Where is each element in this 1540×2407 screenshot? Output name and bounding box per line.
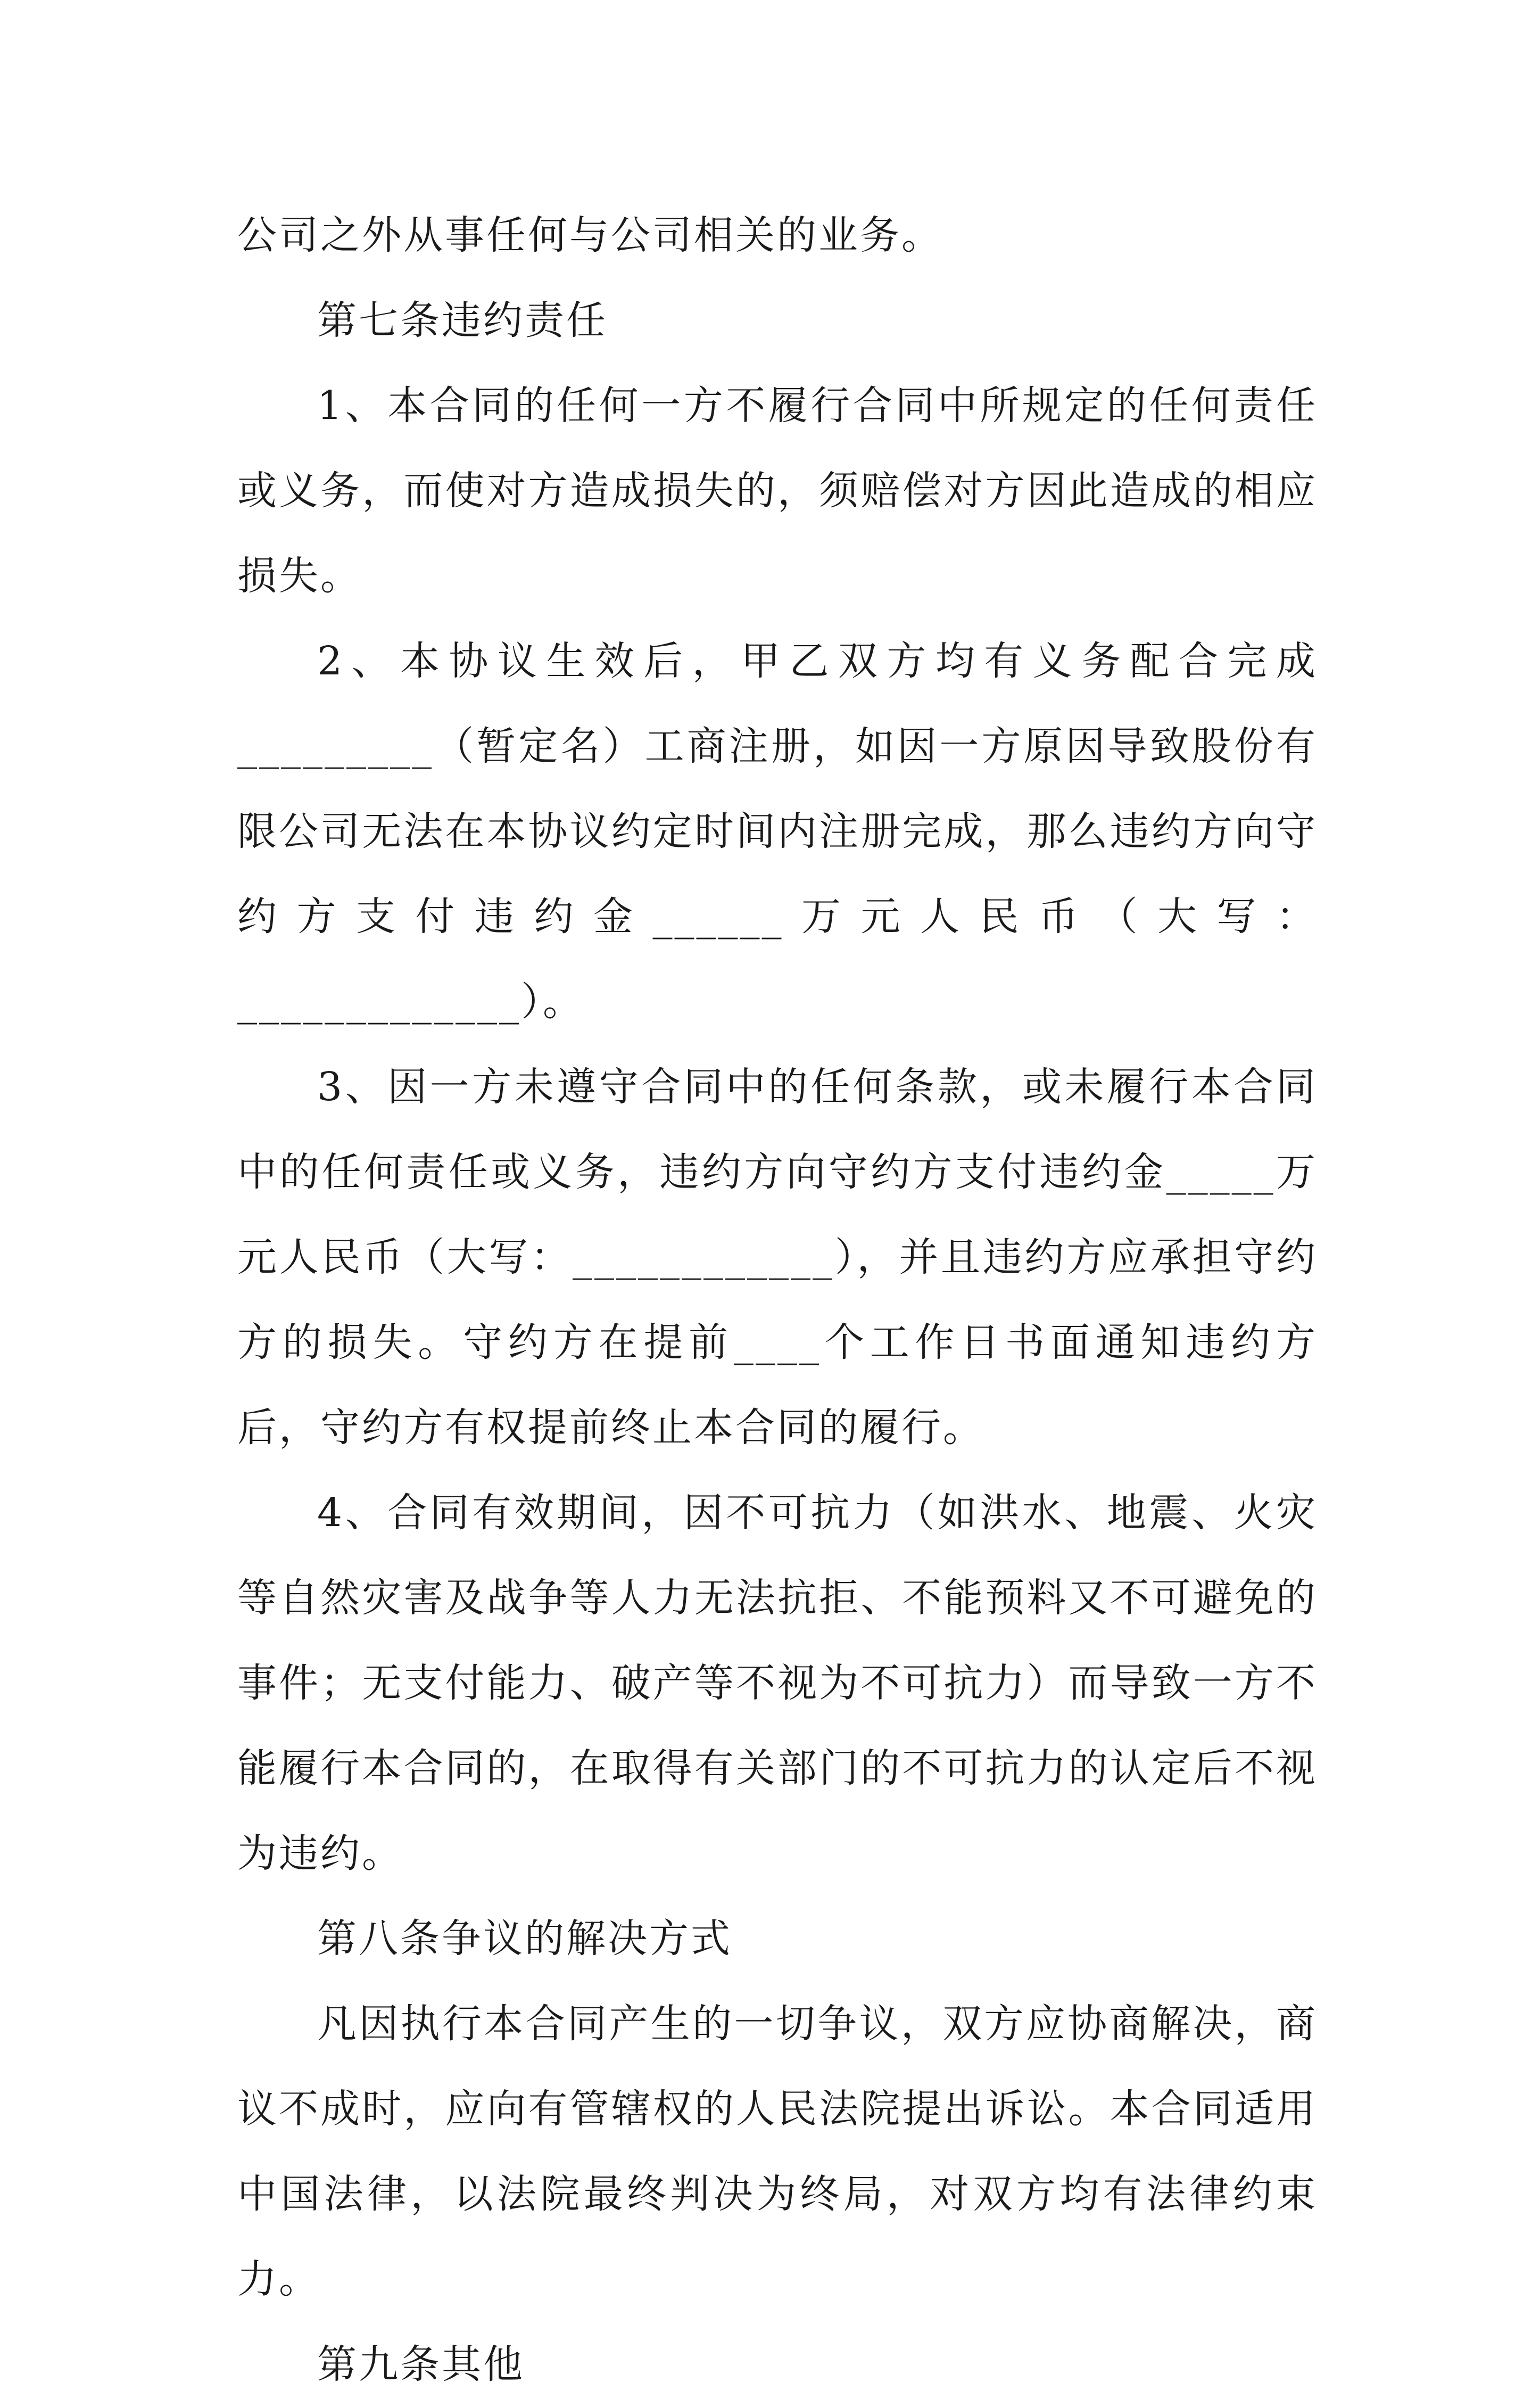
clause-7-2: 2、本协议生效后，甲乙双方均有义务配合完成_________（暂定名）工商注册，如因一方原因导致股份有限公司无法在本协议约定时间内注册完成，那么违约方向守约方支付违约金______万元人民币（大写：_____________）。: [237, 638, 1318, 1025]
section-heading-article-7: 第七条违约责任: [317, 298, 608, 343]
clause-7-3: 3、因一方未遵守合同中的任何条款，或未履行本合同中的任何责任或义务，违约方向守约方支付违约金_____万元人民币（大写：____________），并且违约方应承担守约方的损失。守约方在提前____个工作日书面通知违约方后，守约方有权提前终止本合同的履行。: [237, 1064, 1318, 1450]
clause-7-4: 4、合同有效期间，因不可抗力（如洪水、地震、火灾等自然灾害及战争等人力无法抗拒、不能预料又不可避免的事件；无支付能力、破产等不视为不可抗力）而导致一方不能履行本合同的，在取得有关部门的不可抗力的认定后不视为违约。: [237, 1490, 1318, 1876]
clause-8-body: 凡因执行本合同产生的一切争议，双方应协商解决，商议不成时，应向有管辖权的人民法院提出诉讼。本合同适用中国法律，以法院最终判决为终局，对双方均有法律约束力。: [237, 2001, 1318, 2302]
paragraph-continuation: 公司之外从事任何与公司相关的业务。: [237, 212, 943, 258]
clause-7-1: 1、本合同的任何一方不履行合同中所规定的任何责任或义务，而使对方造成损失的，须赔偿对方因此造成的相应损失。: [237, 383, 1318, 599]
document-body: [237, 193, 1318, 2407]
section-heading-article-8: 第八条争议的解决方式: [317, 1916, 732, 1961]
section-heading-article-9: 第九条其他: [317, 2342, 525, 2387]
